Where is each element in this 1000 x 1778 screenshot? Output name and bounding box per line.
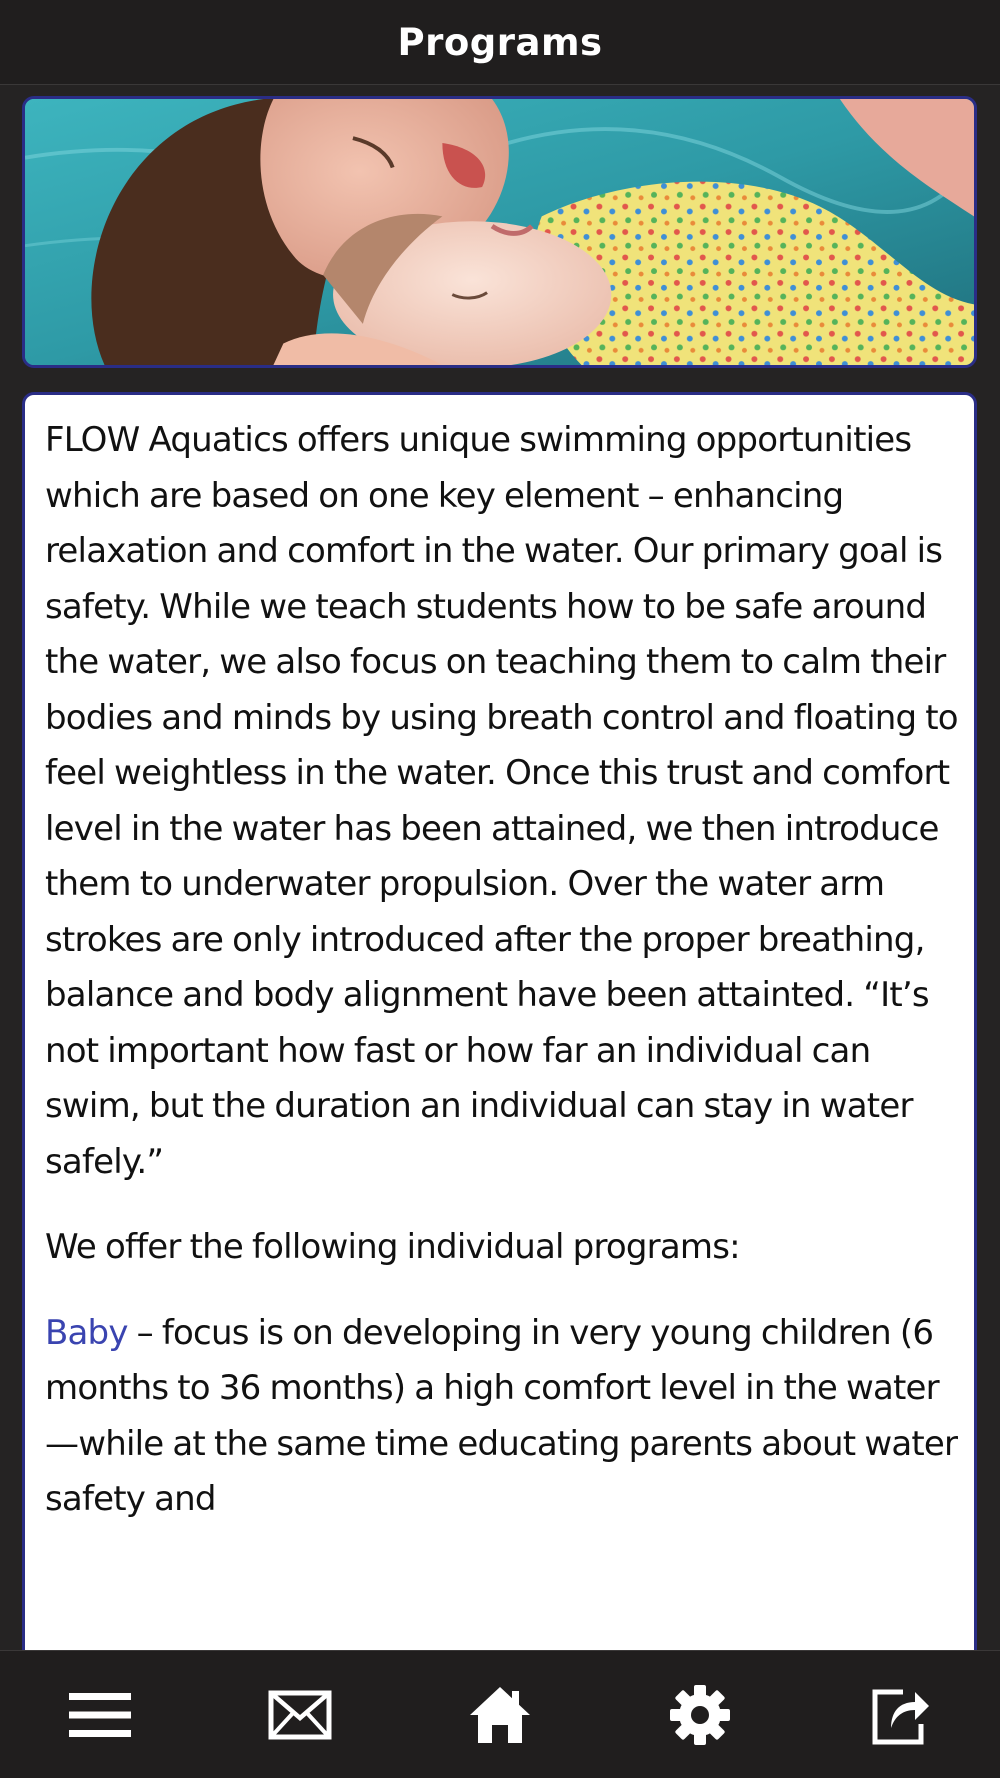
intro-paragraph: FLOW Aquatics offers unique swimming opportunities which are based on one key element – enhancing relaxation and comfort in the water. Our primary goal is safety. While we teach students how to be safe around the water, we also focus on teaching them to calm their bodies and minds by using breath control and floating to feel weightless in the water. Once this trust and comfort level in the water has been attained, we then introduce them to underwater propulsion. Over the water arm strokes are only introduced after the proper breathing, balance and body alignment have been attainted. “It’s not important how fast or how far an individual can swim, but the duration an individual can stay in water safely.” [45,420,958,1182]
gear-icon [669,1684,731,1746]
settings-button[interactable] [650,1665,750,1765]
mail-icon [268,1690,332,1740]
menu-button[interactable] [50,1665,150,1765]
banner-image [22,96,977,368]
page-title: Programs [397,20,603,64]
share-icon [869,1684,931,1746]
programs-intro-paragraph: We offer the following individual programs: [45,1227,740,1267]
home-button[interactable] [450,1665,550,1765]
bottom-navigation [0,1650,1000,1778]
program-link-baby[interactable]: Baby [45,1312,128,1353]
program-description-baby: – focus is on developing in very young children (6 months to 36 months) a high comfort level in the water—while at the same time educating parents about water safety and [45,1312,958,1519]
banner-photo [25,99,974,365]
program-description-card [22,392,977,1692]
menu-icon [69,1691,131,1739]
top-bar [0,0,1000,85]
share-button[interactable] [850,1665,950,1765]
mail-button[interactable] [250,1665,350,1765]
program-item-baby [45,1306,958,1528]
home-icon [468,1685,532,1745]
